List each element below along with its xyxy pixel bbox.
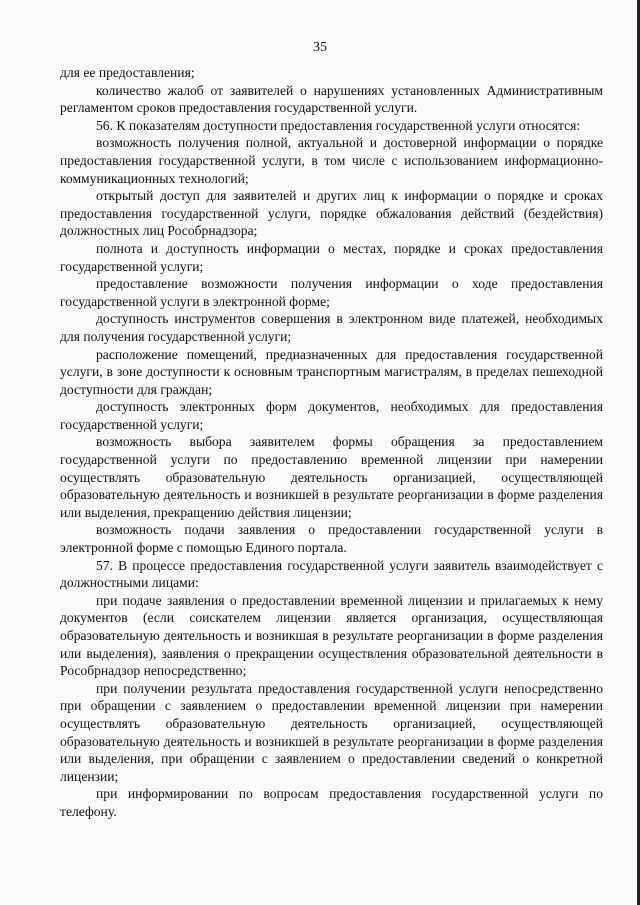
paragraph: возможность получения полной, актуальной и достоверной информации о порядке предоставления государственной услуги, в том числе с использованием информационно-коммуникационных технологий; (60, 135, 603, 186)
paragraph: при получении результата предоставления государственной услуги непосредственно при обращении с заявлением о предоставлении временной лицензии при намерении осуществлять образовательную деятельность организацией, осуществляющей образовательную деятельность и возникшей в результате реорганизации в форме разделения или выделения, при обращении с заявлением о предоставлении сведений о конкретной лицензии; (60, 680, 603, 784)
document-body (60, 64, 603, 821)
page-number: 35 (313, 40, 327, 55)
paragraph: возможность выбора заявителем формы обращения за предоставлением государственной услуги по предоставлению временной лицензии при намерении осуществлять образовательную деятельность организацией, осуществляющей образовательную деятельность и возникшей в результате реорганизации в форме разделения или выделения, прекращению действия лицензии; (60, 434, 603, 520)
paragraph: открытый доступ для заявителей и других лиц к информации о порядке и сроках предоставления государственной услуги, порядке обжалования действий (бездействия) должностных лиц Рособрнадзора; (60, 188, 603, 239)
paragraph: при подаче заявления о предоставлении временной лицензии и прилагаемых к нему документов (если соискателем лицензии является организация, осуществляющая образовательную деятельность и возникшая в результате реорганизации в форме разделения или выделения), заявления о прекращении осуществления образовательной деятельности в Рособрнадзор непосредственно; (60, 592, 603, 679)
paragraph: 56. К показателям доступности предоставления государственной услуги относятся: (96, 117, 581, 133)
paragraph: при информировании по вопросам предоставления государственной услуги по телефону. (60, 786, 603, 819)
paragraph: доступность электронных форм документов, необходимых для предоставления государственной услуги; (60, 399, 603, 432)
paragraph: возможность подачи заявления о предоставлении государственной услуги в электронной форме с помощью Единого портала. (60, 522, 603, 556)
paragraph: количество жалоб от заявителей о нарушениях установленных Административным регламентом сроков предоставления государственной услуги. (60, 82, 603, 116)
paragraph: предоставление возможности получения информации о ходе предоставления государственной услуги в электронной форме; (60, 276, 603, 309)
paragraph: доступность инструментов совершения в электронном виде платежей, необходимых для получения государственной услуги; (60, 311, 603, 344)
paragraph: 57. В процессе предоставления государственной услуги заявитель взаимодействует с должностными лицами: (60, 557, 603, 591)
paragraph: расположение помещений, предназначенных для предоставления государственной услуги, в зоне доступности к основным транспортным магистралям, в пределах пешеходной доступности для граждан; (60, 346, 603, 397)
paragraph: для ее предоставления; (60, 65, 195, 80)
paragraph: полнота и доступность информации о местах, порядке и сроках предоставления государственной услуги; (60, 240, 603, 274)
